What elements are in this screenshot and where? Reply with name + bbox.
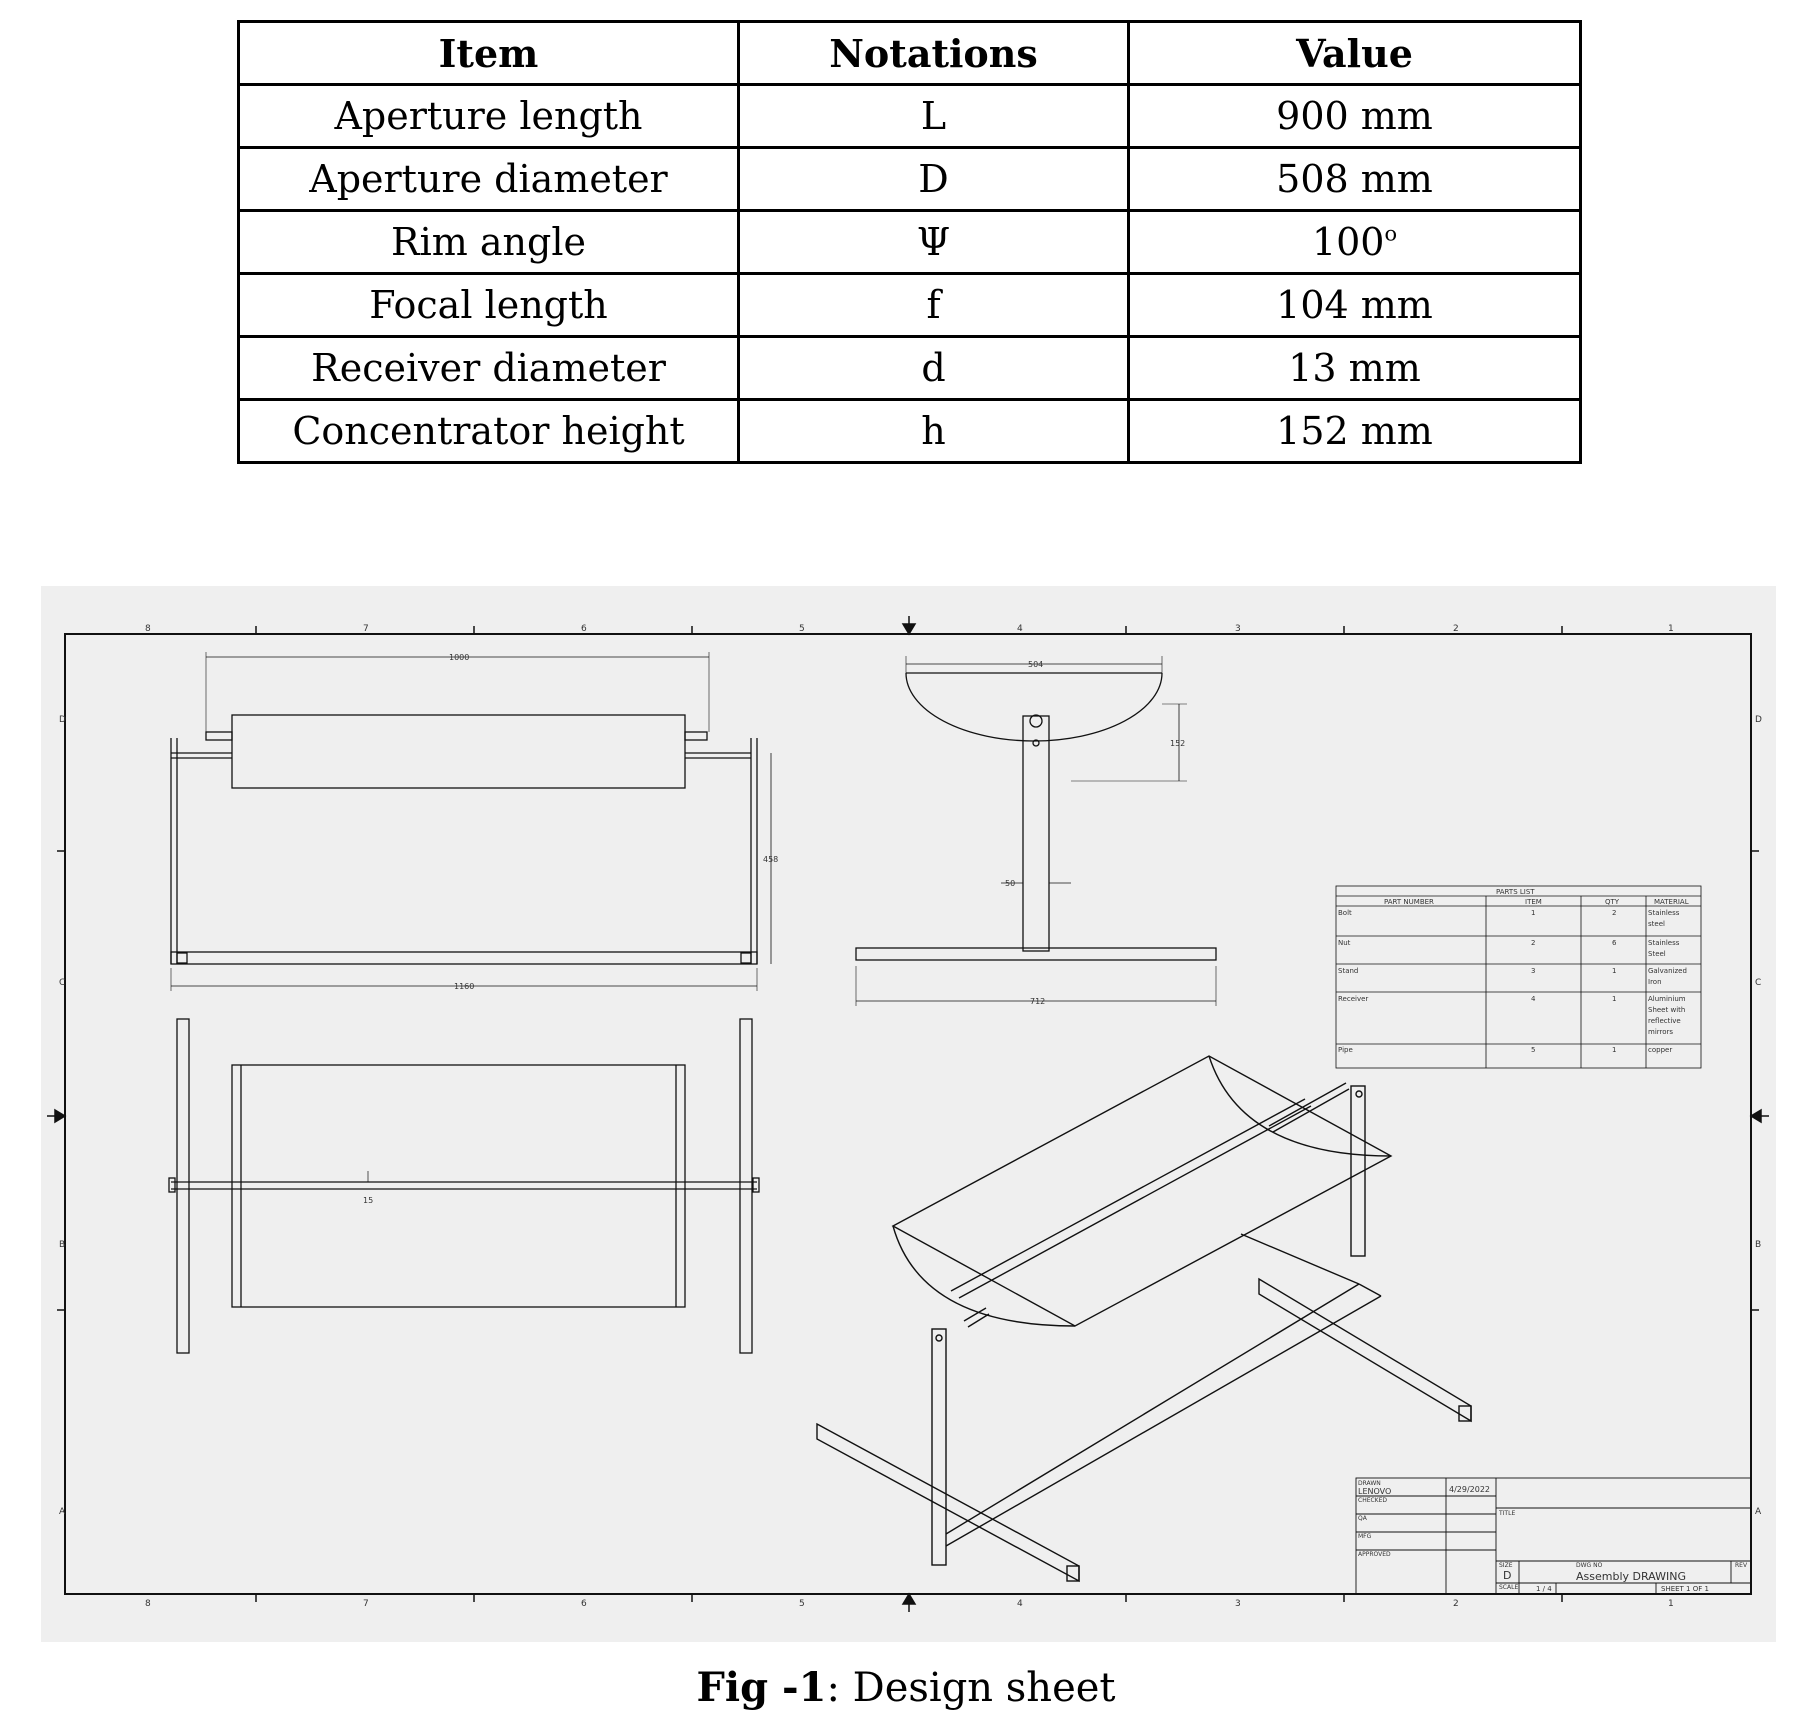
zone-number: 2 (1453, 1599, 1459, 1609)
table-row (239, 211, 1581, 274)
drawn-date: 4/29/2022 (1449, 1485, 1491, 1494)
table-row (239, 274, 1581, 337)
zone-number: 8 (145, 1599, 151, 1609)
row-value: 152 mm (1129, 400, 1581, 463)
side-view (856, 656, 1216, 1006)
zone-number: 3 (1235, 624, 1241, 634)
dim-pipe-dia: 15 (363, 1196, 374, 1205)
zone-number: 1 (1668, 1599, 1674, 1609)
zone-ticks (57, 626, 1762, 1602)
part-item: 5 (1531, 1046, 1536, 1054)
part-item: 4 (1531, 995, 1536, 1003)
dim-top-width: 1000 (449, 653, 470, 662)
figure-caption (0, 1664, 1812, 1711)
parts-header: MATERIAL (1654, 898, 1689, 906)
row-notation: D (739, 148, 1129, 211)
row-item: Receiver diameter (239, 337, 739, 400)
header-item: Item (239, 22, 739, 85)
part-material: Galvanized (1648, 967, 1687, 975)
part-material: Stainless (1648, 909, 1680, 917)
zone-letter: A (59, 1507, 66, 1517)
part-item: 2 (1531, 939, 1536, 947)
row-value: 104 mm (1129, 274, 1581, 337)
header-notations: Notations (739, 22, 1129, 85)
part-name: Receiver (1338, 995, 1369, 1003)
drawn-label: DRAWN (1358, 1480, 1381, 1487)
part-qty: 1 (1612, 1046, 1617, 1054)
part-material: reflective (1648, 1017, 1681, 1025)
zone-number: 7 (363, 1599, 369, 1609)
part-qty: 1 (1612, 967, 1617, 975)
part-name: Pipe (1338, 1046, 1353, 1054)
dim-side-height: 458 (763, 855, 779, 864)
dim-dish-width: 504 (1028, 660, 1044, 669)
row-notation: h (739, 400, 1129, 463)
sheet-value: SHEET 1 OF 1 (1661, 1585, 1709, 1593)
zone-number: 2 (1453, 624, 1459, 634)
dim-front-width: 1160 (454, 982, 475, 991)
part-name: Stand (1338, 967, 1359, 975)
row-item: Rim angle (239, 211, 739, 274)
part-material: Sheet with (1648, 1006, 1686, 1014)
row-notation: L (739, 85, 1129, 148)
zone-letter: B (1755, 1240, 1762, 1250)
zone-letter: A (1755, 1507, 1762, 1517)
row-value (1129, 211, 1581, 274)
size-value: D (1503, 1569, 1512, 1582)
zone-number: 7 (363, 624, 369, 634)
center-arrows (47, 616, 1769, 1612)
zone-letter: C (59, 978, 66, 988)
rev-label: REV (1735, 1562, 1748, 1569)
zone-number: 1 (1668, 624, 1674, 634)
parts-list-text (1338, 888, 1689, 1054)
front-view (171, 652, 771, 991)
row-value: 508 mm (1129, 148, 1581, 211)
part-name: Bolt (1338, 909, 1352, 917)
sheet-border (65, 634, 1751, 1594)
table-row (239, 148, 1581, 211)
qa-label: QA (1358, 1515, 1367, 1522)
table-row (239, 400, 1581, 463)
part-material: Aluminium (1648, 995, 1686, 1003)
table-header-row (239, 22, 1581, 85)
design-sheet-drawing (41, 586, 1776, 1642)
checked-label: CHECKED (1358, 1497, 1388, 1504)
row-item: Aperture diameter (239, 148, 739, 211)
degree-superscript: o (1384, 221, 1398, 246)
zone-number: 6 (581, 1599, 587, 1609)
front-view-dims (449, 653, 778, 991)
part-material: Iron (1648, 978, 1662, 986)
zone-letter: D (59, 715, 66, 725)
caption-text: : Design sheet (826, 1665, 1116, 1711)
row-item: Focal length (239, 274, 739, 337)
zone-number: 4 (1017, 1599, 1023, 1609)
part-material: mirrors (1648, 1028, 1674, 1036)
approved-label: APPROVED (1358, 1551, 1391, 1558)
scale-label: SCALE (1499, 1584, 1519, 1591)
row-item: Concentrator height (239, 400, 739, 463)
part-material: Steel (1648, 950, 1666, 958)
value-number: 100 (1311, 220, 1385, 264)
top-view (169, 1019, 759, 1353)
parts-list-title: PARTS LIST (1496, 888, 1535, 896)
zone-letter: D (1755, 715, 1762, 725)
parts-header: QTY (1605, 898, 1620, 906)
part-qty: 6 (1612, 939, 1617, 947)
drawing-svg (41, 586, 1776, 1642)
zone-letter: C (1755, 978, 1762, 988)
dim-base-width: 712 (1030, 997, 1046, 1006)
table-row (239, 337, 1581, 400)
side-view-dims (1005, 660, 1185, 1006)
part-name: Nut (1338, 939, 1351, 947)
title-label: TITLE (1499, 1510, 1516, 1517)
row-notation: Ψ (739, 211, 1129, 274)
title-block (1356, 1478, 1751, 1594)
title-block-text (1358, 1480, 1748, 1593)
zone-number: 5 (799, 624, 805, 634)
scale-value: 1 / 4 (1536, 1585, 1552, 1593)
row-item: Aperture length (239, 85, 739, 148)
dim-stand-width: 50 (1005, 879, 1016, 888)
row-notation: d (739, 337, 1129, 400)
zone-number: 4 (1017, 624, 1023, 634)
part-qty: 2 (1612, 909, 1617, 917)
zone-number: 8 (145, 624, 151, 634)
header-value: Value (1129, 22, 1581, 85)
part-material: Stainless (1648, 939, 1680, 947)
parts-header: ITEM (1525, 898, 1542, 906)
part-material: steel (1648, 920, 1665, 928)
size-label: SIZE (1499, 1562, 1513, 1569)
part-qty: 1 (1612, 995, 1617, 1003)
border-labels (59, 624, 1762, 1609)
row-value: 900 mm (1129, 85, 1581, 148)
table-row (239, 85, 1581, 148)
parts-header: PART NUMBER (1384, 898, 1434, 906)
mfg-label: MFG (1358, 1533, 1372, 1540)
parts-list (1336, 886, 1701, 1068)
zone-number: 5 (799, 1599, 805, 1609)
zone-number: 6 (581, 624, 587, 634)
specification-table (237, 20, 1582, 464)
dwg-no-label: DWG NO (1576, 1562, 1603, 1569)
dim-dish-depth: 152 (1170, 739, 1186, 748)
zone-letter: B (59, 1240, 66, 1250)
caption-label: Fig -1 (696, 1664, 827, 1711)
part-item: 3 (1531, 967, 1536, 975)
dwg-no-value: Assembly DRAWING (1576, 1570, 1686, 1583)
part-item: 1 (1531, 909, 1536, 917)
drawn-by: LENOVO (1358, 1487, 1392, 1496)
part-material: copper (1648, 1046, 1673, 1054)
row-notation: f (739, 274, 1129, 337)
zone-number: 3 (1235, 1599, 1241, 1609)
row-value: 13 mm (1129, 337, 1581, 400)
